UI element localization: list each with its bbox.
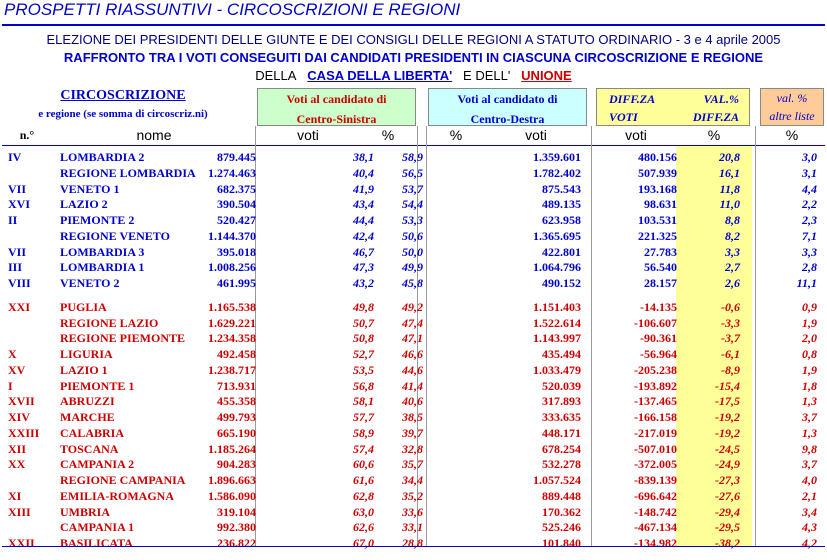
cell-diff: -137.465: [634, 394, 677, 409]
cell-v1: 1.586.090: [208, 488, 256, 503]
cell-diff: -14.135: [640, 299, 677, 314]
cell-diff: -193.892: [634, 378, 677, 393]
cell-p1: 57,4: [353, 441, 374, 456]
cs-header-1: Voti al candidato di: [286, 92, 387, 106]
cell-v2: 170.362: [542, 504, 581, 519]
cell-p2: 53,7: [402, 181, 423, 196]
cell-alt: 4,2: [802, 536, 817, 550]
header-line-1: ELEZIONE DEI PRESIDENTI DELLE GIUNTE E DEI CONSIGLI DELLE REGIONI A STATUTO ORDINARIO - 3 e 4 aprile 2005: [46, 32, 781, 47]
cell-p1: 58,9: [353, 425, 374, 440]
cell-diff: 193.168: [638, 181, 677, 196]
table-row: [0, 260, 827, 276]
cell-nome: VENETO 1: [60, 181, 120, 196]
cell-nome: CAMPANIA 2: [60, 457, 135, 472]
cell-nome: REGIONE LAZIO: [60, 315, 159, 330]
cell-v1: 879.445: [217, 150, 256, 164]
cell-v2: 1.143.997: [533, 331, 581, 346]
cell-p1: 62,6: [353, 520, 374, 535]
cell-alt: 2,1: [802, 488, 817, 503]
cell-p2: 53,3: [402, 213, 423, 227]
cell-p1: 57,7: [353, 410, 374, 424]
cell-v2: 489.135: [542, 197, 581, 212]
cell-p1: 50,7: [353, 315, 374, 330]
cell-v2: 1.057.524: [533, 473, 581, 487]
table-row: [0, 394, 827, 410]
cell-v1: 492.458: [217, 347, 256, 361]
col-voti-cs: voti: [297, 127, 319, 143]
table-row: [0, 276, 827, 292]
cell-p2: 35,7: [402, 457, 423, 472]
cell-v1: 1.629.221: [208, 315, 256, 330]
table-row: [0, 229, 827, 245]
cell-val: -38,2: [715, 536, 740, 550]
cell-n: XXI: [8, 299, 31, 314]
cell-p1: 43,2: [353, 276, 374, 290]
cell-p2: 49,2: [402, 299, 423, 314]
cell-p1: 60,6: [353, 457, 374, 472]
col-nome: nome: [136, 127, 172, 143]
cell-val: 2,6: [725, 276, 740, 290]
cell-diff: 480.156: [638, 150, 677, 164]
cell-v1: 390.504: [217, 197, 256, 212]
cell-v2: 1.365.695: [533, 228, 581, 243]
cell-nome: PIEMONTE 2: [60, 213, 135, 227]
cell-v1: 904.283: [217, 457, 256, 472]
alt-header-box: [760, 88, 824, 126]
table-row: [0, 166, 827, 182]
table-row: [0, 300, 827, 316]
cell-alt: 3,0: [802, 150, 817, 164]
cell-p1: 67,0: [353, 536, 374, 550]
cell-v2: 525.246: [542, 520, 581, 535]
cell-p1: 62,8: [353, 488, 374, 503]
cell-diff: 56.540: [644, 260, 677, 275]
cell-p2: 33,1: [402, 520, 423, 535]
cell-diff: -106.607: [634, 315, 677, 330]
table-row: [0, 347, 827, 363]
cell-v2: 1.064.796: [533, 260, 581, 275]
cell-alt: 1,9: [802, 315, 817, 330]
table-row: [0, 473, 827, 489]
cell-p1: 42,4: [353, 228, 374, 243]
cell-v1: 1.234.358: [208, 331, 256, 346]
cell-diff: -166.158: [634, 410, 677, 424]
cell-val: -27,6: [715, 488, 740, 503]
cell-p2: 46,6: [402, 347, 423, 361]
circ-header: CIRCOSCRIZIONE: [60, 88, 186, 103]
cell-diff: -467.134: [634, 520, 677, 535]
cell-diff: -507.010: [634, 441, 677, 456]
diff-header-2: VOTI: [609, 110, 638, 124]
cell-val: 11,0: [719, 197, 740, 212]
cell-nome: CALABRIA: [60, 425, 125, 440]
cell-alt: 3,7: [802, 410, 817, 424]
cell-val: -3,3: [721, 315, 740, 330]
alt-header-1: val. %: [776, 91, 808, 105]
cell-diff: -217.019: [634, 425, 677, 440]
cell-nome: TOSCANA: [60, 441, 119, 456]
cell-v1: 1.896.663: [208, 473, 256, 487]
cell-v2: 1.359.601: [533, 150, 581, 164]
cell-n: XX: [8, 457, 26, 472]
cell-alt: 2,8: [802, 260, 817, 275]
table-row: [0, 331, 827, 347]
cell-v1: 520.427: [217, 213, 256, 227]
header-line-3: [0, 68, 827, 83]
cell-v2: 1.522.614: [533, 315, 581, 330]
cell-n: XI: [8, 488, 22, 503]
cell-p2: 54,4: [402, 197, 423, 212]
cell-p1: 50,8: [353, 331, 374, 346]
cell-v1: 319.104: [217, 504, 256, 519]
cell-alt: 0,9: [802, 299, 817, 314]
table-row: [0, 316, 827, 332]
cell-val: -24,9: [715, 457, 740, 472]
cs-header-box: [257, 88, 416, 126]
cell-p2: 39,7: [402, 425, 423, 440]
col-pct-alt: %: [785, 127, 799, 143]
cell-p2: 33,6: [402, 504, 423, 519]
col-n: n.°: [19, 128, 35, 142]
cell-p2: 44,6: [402, 362, 423, 377]
cell-p2: 32,8: [402, 441, 423, 456]
cell-val: 2,7: [725, 260, 740, 275]
cell-alt: 11,1: [796, 276, 817, 290]
cell-nome: VENETO 2: [60, 276, 120, 290]
cell-v1: 236.822: [217, 536, 256, 550]
cell-p2: 47,4: [402, 315, 423, 330]
bottom-rule: [2, 546, 825, 547]
cell-p2: 34,4: [402, 473, 423, 487]
cell-p1: 47,3: [353, 260, 374, 275]
cell-v1: 1.185.264: [208, 441, 256, 456]
table-row: [0, 489, 827, 505]
cell-n: XII: [8, 441, 27, 456]
cell-p1: 38,1: [353, 150, 374, 164]
cell-alt: 7,1: [802, 228, 817, 243]
table-row: [0, 442, 827, 458]
cell-p2: 45,8: [402, 276, 423, 290]
cell-nome: REGIONE LOMBARDIA: [60, 165, 196, 180]
cell-alt: 1,8: [802, 378, 817, 393]
col-voti-cd: voti: [525, 127, 547, 143]
table-row: [0, 505, 827, 521]
cell-alt: 3,4: [802, 504, 817, 519]
diff-header-1: DIFF.ZA: [609, 92, 656, 106]
cell-v1: 665.190: [217, 425, 256, 440]
cell-val: -3,7: [721, 331, 740, 346]
table-row: [0, 213, 827, 229]
table-row: [0, 197, 827, 213]
cell-v2: 435.494: [542, 347, 581, 361]
table-row: [0, 536, 827, 552]
table-row: [0, 363, 827, 379]
cell-alt: 2,3: [802, 213, 817, 227]
cell-p1: 41,9: [353, 181, 374, 196]
cell-nome: PUGLIA: [60, 299, 107, 314]
cell-p1: 43,4: [353, 197, 374, 212]
cell-alt: 3,1: [802, 165, 817, 180]
cell-nome: BASILICATA: [60, 536, 133, 550]
cell-nome: LIGURIA: [60, 347, 113, 361]
cell-val: -17,5: [715, 394, 740, 409]
header-della: DELLA: [255, 68, 297, 83]
val-header-1: VAL.%: [703, 92, 739, 106]
col-pct-cd: %: [449, 127, 463, 143]
cell-n: XIV: [8, 410, 31, 424]
cell-n: I: [8, 378, 13, 393]
cell-alt: 1,3: [802, 394, 817, 409]
cell-diff: -696.642: [634, 488, 677, 503]
cell-n: II: [8, 213, 18, 227]
cell-v2: 490.152: [542, 276, 581, 290]
cell-v2: 333.635: [542, 410, 581, 424]
cell-val: -27,3: [715, 473, 740, 487]
cell-n: XV: [8, 362, 26, 377]
cell-diff: 28.157: [644, 276, 677, 290]
cell-p1: 46,7: [353, 244, 374, 259]
cell-diff: 221.325: [638, 228, 677, 243]
cell-p2: 38,5: [402, 410, 423, 424]
cd-header-box: [428, 88, 587, 126]
cell-v2: 1.033.479: [533, 362, 581, 377]
col-pct-diff: %: [707, 127, 721, 143]
cell-val: 16,1: [719, 165, 740, 180]
cell-v2: 317.893: [542, 394, 581, 409]
cell-v2: 678.254: [542, 441, 581, 456]
cell-p2: 47,1: [402, 331, 423, 346]
cell-val: 8,2: [725, 228, 740, 243]
cell-p1: 40,4: [353, 165, 374, 180]
cell-p1: 63,0: [353, 504, 374, 519]
cell-n: X: [8, 347, 17, 361]
cell-v2: 532.278: [542, 457, 581, 472]
cell-v1: 395.018: [217, 244, 256, 259]
val-header-2: DIFF.ZA: [692, 110, 739, 124]
cell-val: -19,2: [715, 425, 740, 440]
cell-v2: 1.782.402: [533, 165, 581, 180]
cell-alt: 4,3: [802, 520, 817, 535]
cell-n: XVII: [8, 394, 35, 409]
cell-v1: 713.931: [217, 378, 256, 393]
table-row: [0, 410, 827, 426]
cell-p2: 35,2: [402, 488, 423, 503]
table-row: [0, 379, 827, 395]
cell-v1: 499.793: [217, 410, 256, 424]
table-row: [0, 182, 827, 198]
cell-alt: 1,9: [802, 362, 817, 377]
cell-p2: 50,0: [402, 244, 423, 259]
cell-nome: LOMBARDIA 1: [60, 260, 145, 275]
cell-v1: 455.358: [217, 394, 256, 409]
cell-alt: 2,0: [802, 331, 817, 346]
col-pct-cs: %: [381, 127, 395, 143]
cell-nome: ABRUZZI: [60, 394, 115, 409]
header-line-2: RAFFRONTO TRA I VOTI CONSEGUITI DAI CANDIDATI PRESIDENTI IN CIASCUNA CIRCOSCRIZIONE E REGIONE: [63, 50, 764, 65]
cell-p2: 49,9: [402, 260, 423, 275]
col-voti-diff: voti: [625, 127, 647, 143]
cell-nome: REGIONE PIEMONTE: [60, 331, 186, 346]
cell-p1: 53,5: [353, 362, 374, 377]
cell-v2: 448.171: [542, 425, 581, 440]
cell-nome: MARCHE: [60, 410, 115, 424]
cell-p2: 58,9: [402, 150, 423, 164]
cell-p2: 56,5: [402, 165, 423, 180]
diff-header-box: [596, 88, 750, 126]
cell-diff: -134.982: [634, 536, 677, 550]
cell-alt: 0,8: [802, 347, 817, 361]
header-e-dell: E DELL': [463, 68, 511, 83]
cell-diff: -56.964: [640, 347, 677, 361]
cell-nome: LAZIO 2: [60, 197, 108, 212]
cell-nome: UMBRIA: [60, 504, 110, 519]
cell-p2: 41,4: [402, 378, 423, 393]
cell-val: 20,8: [719, 150, 740, 164]
cell-n: VII: [8, 181, 27, 196]
cell-nome: LOMBARDIA 3: [60, 244, 145, 259]
cell-p1: 49,8: [353, 299, 374, 314]
cell-v1: 1.274.463: [208, 165, 256, 180]
cell-p2: 50,6: [402, 228, 423, 243]
circ-subheader: e regione (se somma di circoscriz.ni): [38, 108, 208, 120]
cell-n: VIII: [8, 276, 31, 290]
cell-n: III: [8, 260, 23, 275]
cell-alt: 4,4: [802, 181, 817, 196]
cell-val: -29,5: [715, 520, 740, 535]
cell-p2: 28,8: [402, 536, 423, 550]
table-row: [0, 457, 827, 473]
cell-v2: 889.448: [542, 488, 581, 503]
cell-alt: 3,3: [802, 244, 817, 259]
cell-val: -24,5: [715, 441, 740, 456]
cell-diff: -372.005: [634, 457, 677, 472]
cell-alt: 9,8: [802, 441, 817, 456]
cell-p1: 58,1: [353, 394, 374, 409]
cell-nome: REGIONE VENETO: [60, 228, 170, 243]
cell-alt: 3,7: [802, 457, 817, 472]
cell-v2: 520.039: [542, 378, 581, 393]
cell-v2: 875.543: [542, 181, 581, 196]
cell-alt: 4,0: [802, 473, 817, 487]
header-casa-liberta: CASA DELLA LIBERTA': [307, 68, 453, 83]
cell-n: VII: [8, 244, 27, 259]
table-row: [0, 426, 827, 442]
page-title: PROSPETTI RIASSUNTIVI - CIRCOSCRIZIONI E REGIONI: [4, 0, 461, 19]
cd-header-2: Centro-Destra: [470, 112, 545, 126]
cell-alt: 1,3: [802, 425, 817, 440]
table-row: [0, 245, 827, 261]
cell-nome: EMILIA-ROMAGNA: [60, 488, 174, 503]
cell-nome: LAZIO 1: [60, 362, 108, 377]
cell-v1: 461.995: [217, 276, 256, 290]
cell-val: -0,6: [721, 299, 740, 314]
cd-header-1: Voti al candidato di: [457, 92, 558, 106]
cell-v2: 101.840: [542, 536, 581, 550]
cell-diff: -839.139: [634, 473, 677, 487]
cell-diff: 103.531: [638, 213, 677, 227]
table-row: [0, 520, 827, 536]
cell-p2: 40,6: [402, 394, 423, 409]
cell-alt: 2,2: [802, 197, 817, 212]
cell-v1: 1.008.256: [208, 260, 256, 275]
cell-diff: -148.742: [634, 504, 677, 519]
cell-v2: 1.151.403: [533, 299, 581, 314]
cell-n: XIII: [8, 504, 31, 519]
cell-p1: 56,8: [353, 378, 374, 393]
cell-nome: LOMBARDIA 2: [60, 150, 145, 164]
cell-v1: 992.380: [217, 520, 256, 535]
table-row: [0, 150, 827, 166]
cell-val: -15,4: [715, 378, 740, 393]
cell-diff: -205.238: [634, 362, 677, 377]
header-unione: UNIONE: [521, 68, 572, 83]
cell-v1: 1.165.538: [208, 299, 256, 314]
cell-v1: 682.375: [217, 181, 256, 196]
cell-p1: 52,7: [353, 347, 374, 361]
title-rule: [2, 24, 825, 26]
cell-diff: 27.783: [644, 244, 677, 259]
cell-diff: 98.631: [644, 197, 677, 212]
cell-val: -29,4: [715, 504, 740, 519]
cell-v1: 1.144.370: [208, 228, 256, 243]
cell-p1: 44,4: [353, 213, 374, 227]
cell-val: -6,1: [721, 347, 740, 361]
cell-nome: REGIONE CAMPANIA: [60, 473, 186, 487]
cell-val: 8,8: [725, 213, 740, 227]
cell-v2: 422.801: [542, 244, 581, 259]
cell-n: XVI: [8, 197, 31, 212]
cell-n: XXIII: [8, 425, 40, 440]
cell-diff: -90.361: [640, 331, 677, 346]
cs-header-2: Centro-Sinistra: [296, 112, 377, 126]
cell-val: 11,8: [719, 181, 740, 196]
cell-v1: 1.238.717: [208, 362, 256, 377]
cell-nome: CAMPANIA 1: [60, 520, 135, 535]
cell-n: XXII: [8, 536, 35, 550]
cell-v2: 623.958: [542, 213, 581, 227]
alt-header-2: altre liste: [769, 109, 815, 123]
cell-n: IV: [8, 150, 22, 164]
cell-val: -19,2: [715, 410, 740, 424]
cell-val: 3,3: [725, 244, 740, 259]
cell-p1: 61,6: [353, 473, 374, 487]
cell-val: -8,9: [721, 362, 740, 377]
cell-diff: 507.939: [638, 165, 677, 180]
cell-nome: PIEMONTE 1: [60, 378, 135, 393]
